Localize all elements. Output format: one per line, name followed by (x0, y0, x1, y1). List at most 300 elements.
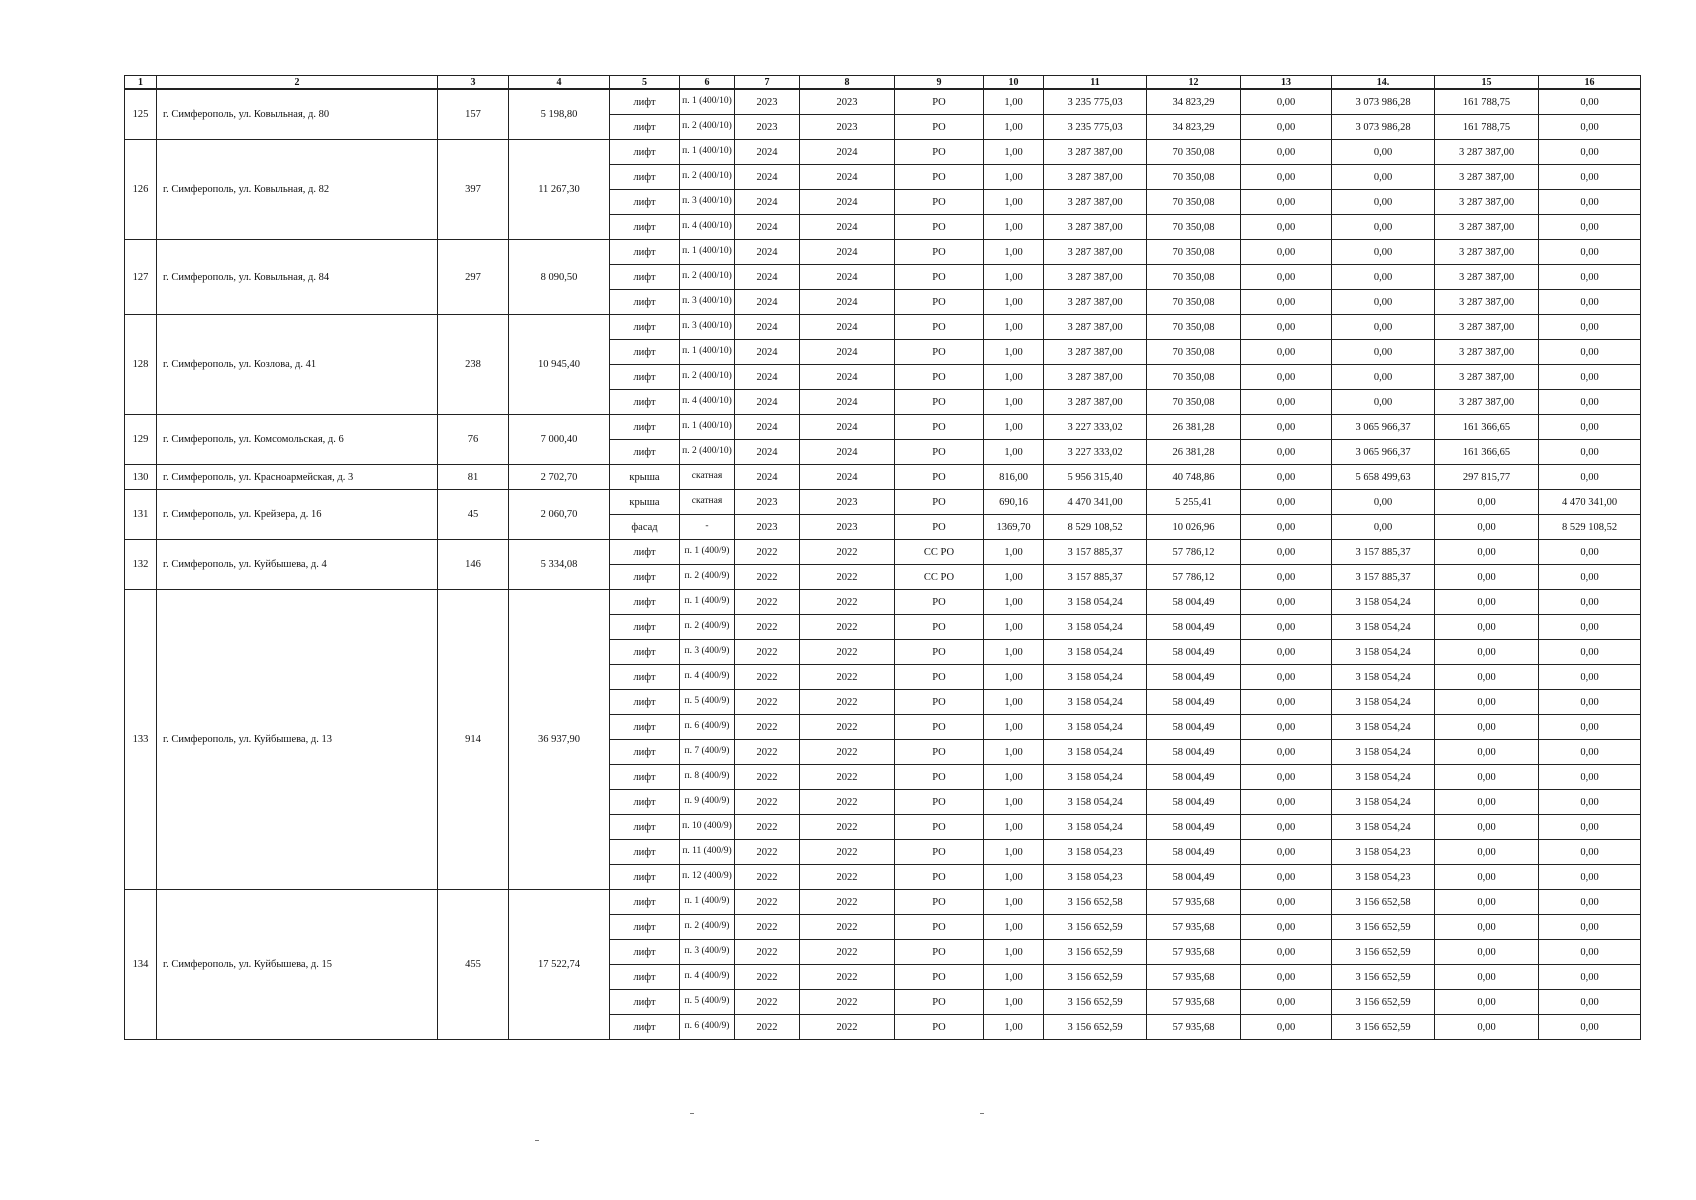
unit-cost: 26 381,28 (1147, 440, 1241, 465)
year-plan: 2024 (735, 365, 800, 390)
fund-owners: 0,00 (1539, 965, 1641, 990)
year-fact: 2022 (800, 715, 895, 740)
table-row (125, 540, 1641, 565)
total-cost: 3 287 387,00 (1044, 340, 1147, 365)
fund-federal: 0,00 (1241, 915, 1332, 940)
total-cost: 3 156 652,59 (1044, 1015, 1147, 1040)
work-type: лифт (610, 715, 680, 740)
total-cost: 3 287 387,00 (1044, 265, 1147, 290)
fund-federal: 0,00 (1241, 765, 1332, 790)
entrance: скатная (680, 490, 735, 515)
work-type: лифт (610, 565, 680, 590)
fund-owners: 0,00 (1539, 715, 1641, 740)
table-row (125, 315, 1641, 340)
fund-municipal: 3 287 387,00 (1435, 365, 1539, 390)
building-area: 2 702,70 (509, 465, 610, 490)
fund-municipal: 3 287 387,00 (1435, 240, 1539, 265)
year-fact: 2022 (800, 865, 895, 890)
total-cost: 3 287 387,00 (1044, 165, 1147, 190)
fund-federal: 0,00 (1241, 665, 1332, 690)
fund-republic: 3 158 054,23 (1332, 865, 1435, 890)
fund-federal: 0,00 (1241, 240, 1332, 265)
work-type: лифт (610, 89, 680, 115)
column-number-6: 6 (680, 76, 735, 90)
fund-federal: 0,00 (1241, 290, 1332, 315)
entrance: п. 1 (400/9) (680, 540, 735, 565)
fund-owners: 0,00 (1539, 590, 1641, 615)
funding-source: РО (895, 815, 984, 840)
work-type: крыша (610, 490, 680, 515)
year-plan: 2024 (735, 290, 800, 315)
building-area: 5 334,08 (509, 540, 610, 590)
work-type: лифт (610, 965, 680, 990)
unit-cost: 40 748,86 (1147, 465, 1241, 490)
column-number-13: 13 (1241, 76, 1332, 90)
year-fact: 2022 (800, 915, 895, 940)
entrance: п. 5 (400/9) (680, 990, 735, 1015)
volume: 1,00 (984, 690, 1044, 715)
building-address: г. Симферополь, ул. Куйбышева, д. 15 (157, 890, 438, 1040)
year-fact: 2022 (800, 615, 895, 640)
fund-republic: 0,00 (1332, 340, 1435, 365)
volume: 1,00 (984, 915, 1044, 940)
year-plan: 2024 (735, 265, 800, 290)
fund-federal: 0,00 (1241, 940, 1332, 965)
year-plan: 2023 (735, 490, 800, 515)
volume: 1369,70 (984, 515, 1044, 540)
funding-source: РО (895, 140, 984, 165)
residents-count: 81 (438, 465, 509, 490)
entrance: п. 6 (400/9) (680, 715, 735, 740)
year-fact: 2024 (800, 240, 895, 265)
work-type: лифт (610, 840, 680, 865)
unit-cost: 10 026,96 (1147, 515, 1241, 540)
fund-municipal: 0,00 (1435, 490, 1539, 515)
fund-federal: 0,00 (1241, 165, 1332, 190)
total-cost: 3 287 387,00 (1044, 140, 1147, 165)
fund-owners: 0,00 (1539, 815, 1641, 840)
entrance: п. 2 (400/10) (680, 115, 735, 140)
funding-source: РО (895, 715, 984, 740)
total-cost: 3 287 387,00 (1044, 215, 1147, 240)
fund-federal: 0,00 (1241, 315, 1332, 340)
fund-municipal: 3 287 387,00 (1435, 140, 1539, 165)
funding-source: РО (895, 415, 984, 440)
funding-source: РО (895, 215, 984, 240)
total-cost: 3 158 054,24 (1044, 715, 1147, 740)
column-number-5: 5 (610, 76, 680, 90)
fund-municipal: 297 815,77 (1435, 465, 1539, 490)
fund-owners: 0,00 (1539, 565, 1641, 590)
total-cost: 3 227 333,02 (1044, 440, 1147, 465)
entrance: п. 4 (400/9) (680, 665, 735, 690)
year-fact: 2022 (800, 740, 895, 765)
work-type: лифт (610, 665, 680, 690)
total-cost: 3 287 387,00 (1044, 190, 1147, 215)
volume: 1,00 (984, 765, 1044, 790)
fund-federal: 0,00 (1241, 740, 1332, 765)
entrance: п. 7 (400/9) (680, 740, 735, 765)
fund-owners: 0,00 (1539, 990, 1641, 1015)
work-type: лифт (610, 865, 680, 890)
year-plan: 2024 (735, 140, 800, 165)
unit-cost: 26 381,28 (1147, 415, 1241, 440)
fund-owners: 0,00 (1539, 915, 1641, 940)
volume: 1,00 (984, 990, 1044, 1015)
fund-municipal: 0,00 (1435, 540, 1539, 565)
fund-federal: 0,00 (1241, 965, 1332, 990)
work-type: лифт (610, 265, 680, 290)
year-fact: 2022 (800, 790, 895, 815)
year-plan: 2022 (735, 690, 800, 715)
work-type: лифт (610, 740, 680, 765)
fund-republic: 3 158 054,24 (1332, 665, 1435, 690)
year-plan: 2023 (735, 515, 800, 540)
fund-federal: 0,00 (1241, 340, 1332, 365)
fund-owners: 0,00 (1539, 865, 1641, 890)
residents-count: 238 (438, 315, 509, 415)
volume: 1,00 (984, 890, 1044, 915)
year-plan: 2022 (735, 990, 800, 1015)
fund-owners: 0,00 (1539, 890, 1641, 915)
year-fact: 2022 (800, 990, 895, 1015)
funding-source: РО (895, 690, 984, 715)
funding-source: РО (895, 965, 984, 990)
fund-federal: 0,00 (1241, 215, 1332, 240)
year-fact: 2024 (800, 440, 895, 465)
work-type: лифт (610, 340, 680, 365)
row-number: 127 (125, 240, 157, 315)
funding-source: РО (895, 315, 984, 340)
fund-federal: 0,00 (1241, 590, 1332, 615)
volume: 1,00 (984, 615, 1044, 640)
total-cost: 3 287 387,00 (1044, 365, 1147, 390)
fund-owners: 0,00 (1539, 415, 1641, 440)
fund-owners: 0,00 (1539, 465, 1641, 490)
work-type: лифт (610, 890, 680, 915)
total-cost: 3 156 652,58 (1044, 890, 1147, 915)
unit-cost: 70 350,08 (1147, 215, 1241, 240)
volume: 1,00 (984, 190, 1044, 215)
work-type: лифт (610, 915, 680, 940)
building-address: г. Симферополь, ул. Куйбышева, д. 13 (157, 590, 438, 890)
funding-source: РО (895, 915, 984, 940)
fund-federal: 0,00 (1241, 415, 1332, 440)
year-fact: 2022 (800, 840, 895, 865)
column-number-7: 7 (735, 76, 800, 90)
work-type: лифт (610, 615, 680, 640)
table-body (125, 76, 1641, 1040)
column-number-8: 8 (800, 76, 895, 90)
work-type: лифт (610, 165, 680, 190)
unit-cost: 57 786,12 (1147, 565, 1241, 590)
fund-republic: 3 158 054,24 (1332, 715, 1435, 740)
row-number: 131 (125, 490, 157, 540)
funding-source: РО (895, 265, 984, 290)
total-cost: 3 287 387,00 (1044, 290, 1147, 315)
unit-cost: 34 823,29 (1147, 115, 1241, 140)
total-cost: 3 156 652,59 (1044, 915, 1147, 940)
year-fact: 2024 (800, 415, 895, 440)
year-fact: 2024 (800, 265, 895, 290)
fund-owners: 4 470 341,00 (1539, 490, 1641, 515)
volume: 1,00 (984, 140, 1044, 165)
year-plan: 2022 (735, 765, 800, 790)
unit-cost: 58 004,49 (1147, 615, 1241, 640)
volume: 1,00 (984, 240, 1044, 265)
total-cost: 3 157 885,37 (1044, 565, 1147, 590)
year-plan: 2022 (735, 940, 800, 965)
residents-count: 157 (438, 89, 509, 140)
fund-federal: 0,00 (1241, 265, 1332, 290)
fund-municipal: 0,00 (1435, 965, 1539, 990)
volume: 1,00 (984, 740, 1044, 765)
year-plan: 2022 (735, 790, 800, 815)
year-fact: 2022 (800, 1015, 895, 1040)
fund-federal: 0,00 (1241, 890, 1332, 915)
fund-municipal: 0,00 (1435, 915, 1539, 940)
volume: 690,16 (984, 490, 1044, 515)
year-fact: 2022 (800, 940, 895, 965)
fund-municipal: 0,00 (1435, 565, 1539, 590)
fund-owners: 0,00 (1539, 290, 1641, 315)
fund-municipal: 0,00 (1435, 940, 1539, 965)
fund-owners: 0,00 (1539, 340, 1641, 365)
entrance: п. 8 (400/9) (680, 765, 735, 790)
scan-speck (535, 1140, 539, 1141)
fund-municipal: 161 366,65 (1435, 440, 1539, 465)
unit-cost: 70 350,08 (1147, 240, 1241, 265)
fund-municipal: 3 287 387,00 (1435, 390, 1539, 415)
fund-municipal: 0,00 (1435, 690, 1539, 715)
fund-republic: 0,00 (1332, 365, 1435, 390)
row-number: 128 (125, 315, 157, 415)
entrance: п. 4 (400/10) (680, 390, 735, 415)
unit-cost: 70 350,08 (1147, 190, 1241, 215)
fund-republic: 3 158 054,24 (1332, 790, 1435, 815)
year-plan: 2024 (735, 465, 800, 490)
fund-republic: 5 658 499,63 (1332, 465, 1435, 490)
column-number-10: 10 (984, 76, 1044, 90)
building-address: г. Симферополь, ул. Крейзера, д. 16 (157, 490, 438, 540)
column-number-14: 14. (1332, 76, 1435, 90)
unit-cost: 70 350,08 (1147, 315, 1241, 340)
year-plan: 2022 (735, 890, 800, 915)
fund-republic: 3 156 652,59 (1332, 990, 1435, 1015)
fund-municipal: 3 287 387,00 (1435, 165, 1539, 190)
year-plan: 2022 (735, 565, 800, 590)
column-number-4: 4 (509, 76, 610, 90)
row-number: 125 (125, 89, 157, 140)
year-fact: 2022 (800, 765, 895, 790)
scan-speck (690, 1113, 694, 1114)
total-cost: 3 158 054,24 (1044, 765, 1147, 790)
work-type: лифт (610, 415, 680, 440)
column-number-16: 16 (1539, 76, 1641, 90)
volume: 1,00 (984, 540, 1044, 565)
fund-federal: 0,00 (1241, 540, 1332, 565)
work-type: лифт (610, 215, 680, 240)
funding-source: СС РО (895, 540, 984, 565)
year-plan: 2022 (735, 1015, 800, 1040)
table-row (125, 590, 1641, 615)
total-cost: 3 158 054,24 (1044, 815, 1147, 840)
year-fact: 2023 (800, 115, 895, 140)
fund-municipal: 161 366,65 (1435, 415, 1539, 440)
unit-cost: 58 004,49 (1147, 715, 1241, 740)
fund-owners: 0,00 (1539, 740, 1641, 765)
funding-source: РО (895, 390, 984, 415)
fund-republic: 0,00 (1332, 390, 1435, 415)
column-number-15: 15 (1435, 76, 1539, 90)
volume: 1,00 (984, 865, 1044, 890)
total-cost: 3 287 387,00 (1044, 390, 1147, 415)
year-plan: 2024 (735, 440, 800, 465)
unit-cost: 70 350,08 (1147, 340, 1241, 365)
fund-owners: 0,00 (1539, 240, 1641, 265)
volume: 1,00 (984, 440, 1044, 465)
unit-cost: 58 004,49 (1147, 790, 1241, 815)
volume: 1,00 (984, 665, 1044, 690)
year-plan: 2024 (735, 215, 800, 240)
unit-cost: 58 004,49 (1147, 640, 1241, 665)
year-fact: 2024 (800, 340, 895, 365)
year-fact: 2022 (800, 965, 895, 990)
total-cost: 3 158 054,24 (1044, 690, 1147, 715)
total-cost: 3 158 054,24 (1044, 790, 1147, 815)
year-plan: 2022 (735, 640, 800, 665)
volume: 1,00 (984, 415, 1044, 440)
year-plan: 2024 (735, 315, 800, 340)
entrance: п. 2 (400/10) (680, 265, 735, 290)
year-plan: 2024 (735, 415, 800, 440)
year-fact: 2022 (800, 565, 895, 590)
entrance: п. 1 (400/10) (680, 340, 735, 365)
fund-municipal: 0,00 (1435, 790, 1539, 815)
entrance: п. 3 (400/10) (680, 290, 735, 315)
fund-municipal: 0,00 (1435, 890, 1539, 915)
entrance: п. 1 (400/10) (680, 89, 735, 115)
work-type: лифт (610, 540, 680, 565)
year-plan: 2022 (735, 665, 800, 690)
fund-republic: 0,00 (1332, 140, 1435, 165)
funding-source: РО (895, 165, 984, 190)
table-row (125, 89, 1641, 115)
fund-federal: 0,00 (1241, 640, 1332, 665)
year-fact: 2023 (800, 89, 895, 115)
residents-count: 146 (438, 540, 509, 590)
table-row (125, 140, 1641, 165)
fund-republic: 3 073 986,28 (1332, 115, 1435, 140)
fund-republic: 3 158 054,24 (1332, 740, 1435, 765)
work-type: лифт (610, 590, 680, 615)
total-cost: 3 158 054,24 (1044, 590, 1147, 615)
fund-owners: 0,00 (1539, 190, 1641, 215)
work-type: крыша (610, 465, 680, 490)
fund-republic: 3 156 652,58 (1332, 890, 1435, 915)
fund-municipal: 3 287 387,00 (1435, 265, 1539, 290)
fund-republic: 0,00 (1332, 315, 1435, 340)
fund-municipal: 161 788,75 (1435, 115, 1539, 140)
year-plan: 2022 (735, 915, 800, 940)
fund-owners: 0,00 (1539, 315, 1641, 340)
column-number-header (125, 76, 1641, 90)
table-row (125, 465, 1641, 490)
fund-federal: 0,00 (1241, 815, 1332, 840)
fund-republic: 3 065 966,37 (1332, 415, 1435, 440)
fund-republic: 3 157 885,37 (1332, 540, 1435, 565)
total-cost: 3 158 054,24 (1044, 740, 1147, 765)
funding-source: РО (895, 190, 984, 215)
year-plan: 2024 (735, 390, 800, 415)
year-fact: 2022 (800, 540, 895, 565)
entrance: п. 2 (400/9) (680, 615, 735, 640)
table-row (125, 490, 1641, 515)
funding-source: РО (895, 1015, 984, 1040)
year-fact: 2023 (800, 490, 895, 515)
volume: 1,00 (984, 940, 1044, 965)
work-type: лифт (610, 690, 680, 715)
funding-source: РО (895, 290, 984, 315)
building-address: г. Симферополь, ул. Комсомольская, д. 6 (157, 415, 438, 465)
year-plan: 2022 (735, 740, 800, 765)
fund-republic: 0,00 (1332, 240, 1435, 265)
funding-source: РО (895, 990, 984, 1015)
residents-count: 455 (438, 890, 509, 1040)
work-type: лифт (610, 1015, 680, 1040)
year-fact: 2024 (800, 365, 895, 390)
fund-municipal: 0,00 (1435, 615, 1539, 640)
volume: 1,00 (984, 290, 1044, 315)
fund-owners: 0,00 (1539, 115, 1641, 140)
volume: 1,00 (984, 265, 1044, 290)
year-plan: 2022 (735, 840, 800, 865)
volume: 1,00 (984, 115, 1044, 140)
volume: 816,00 (984, 465, 1044, 490)
work-type: лифт (610, 990, 680, 1015)
fund-federal: 0,00 (1241, 115, 1332, 140)
year-fact: 2024 (800, 140, 895, 165)
capital-repair-table (124, 75, 1641, 1040)
unit-cost: 58 004,49 (1147, 590, 1241, 615)
total-cost: 8 529 108,52 (1044, 515, 1147, 540)
year-fact: 2022 (800, 890, 895, 915)
building-area: 17 522,74 (509, 890, 610, 1040)
fund-owners: 0,00 (1539, 365, 1641, 390)
fund-owners: 0,00 (1539, 1015, 1641, 1040)
fund-republic: 0,00 (1332, 290, 1435, 315)
year-plan: 2022 (735, 540, 800, 565)
work-type: лифт (610, 240, 680, 265)
fund-owners: 0,00 (1539, 89, 1641, 115)
year-plan: 2022 (735, 865, 800, 890)
funding-source: РО (895, 740, 984, 765)
entrance: п. 2 (400/9) (680, 915, 735, 940)
fund-municipal: 0,00 (1435, 990, 1539, 1015)
fund-municipal: 0,00 (1435, 865, 1539, 890)
entrance: п. 6 (400/9) (680, 1015, 735, 1040)
year-plan: 2022 (735, 715, 800, 740)
unit-cost: 58 004,49 (1147, 815, 1241, 840)
fund-owners: 0,00 (1539, 615, 1641, 640)
fund-republic: 3 158 054,23 (1332, 840, 1435, 865)
volume: 1,00 (984, 315, 1044, 340)
funding-source: РО (895, 615, 984, 640)
column-number-1: 1 (125, 76, 157, 90)
year-plan: 2023 (735, 89, 800, 115)
table-row (125, 415, 1641, 440)
total-cost: 3 156 652,59 (1044, 940, 1147, 965)
